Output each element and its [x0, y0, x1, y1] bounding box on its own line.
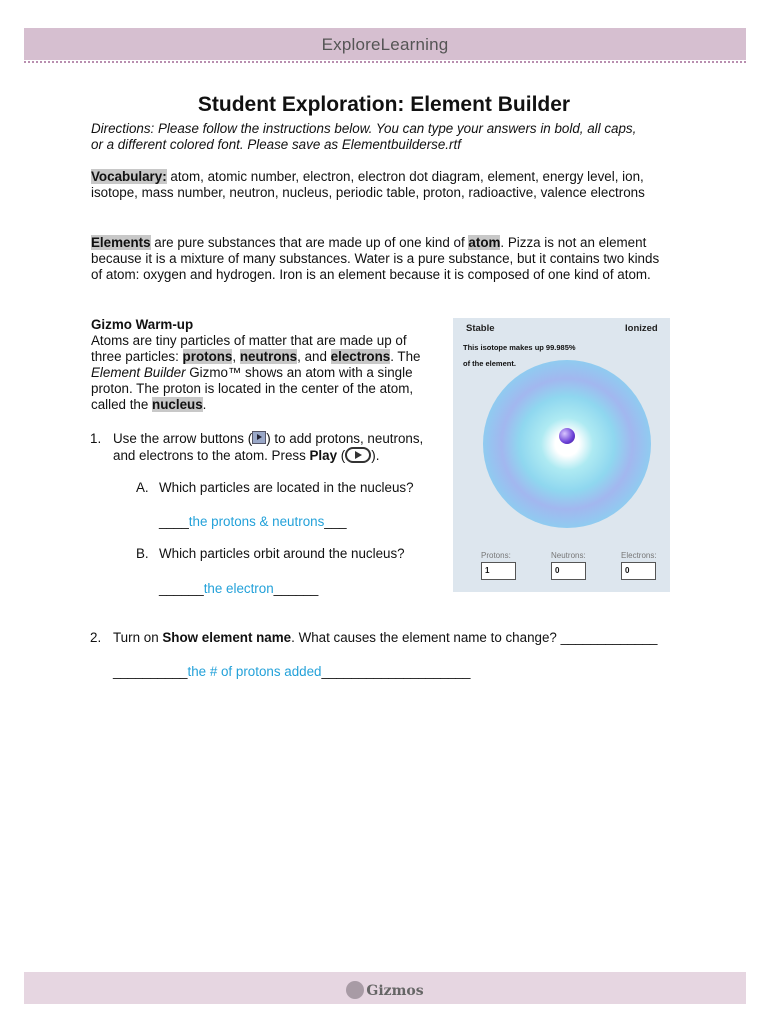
neutrons-label: Neutrons:: [551, 551, 586, 560]
elements-paragraph: [91, 235, 711, 283]
q1b-answer-text[interactable]: the electron: [203, 581, 274, 596]
term-electrons: electrons: [330, 349, 391, 364]
q1b-question: Which particles orbit around the nucleus?: [159, 546, 405, 561]
q1-line-2c: ).: [371, 448, 380, 463]
q2-answer-text[interactable]: the # of protons added: [187, 664, 322, 679]
warmup-section: [91, 317, 451, 413]
vocabulary-line-2: isotope, mass number, neutron, nucleus, periodic table, proton, radioactive, valence electrons: [91, 185, 645, 200]
warmup-line-2b: . The: [390, 349, 421, 364]
q1a-blank-post: ___: [324, 514, 347, 529]
q1-number: 1.: [90, 431, 102, 446]
vocabulary: [91, 169, 711, 201]
term-nucleus: nucleus: [152, 397, 203, 412]
q2-blank-pre: __________: [113, 664, 188, 679]
q1a-question: Which particles are located in the nucleus?: [159, 480, 414, 495]
q2-number: 2.: [90, 630, 102, 645]
footer-brand: [24, 981, 746, 999]
q1a-answer-text[interactable]: the protons & neutrons: [188, 514, 325, 529]
q1a-answer[interactable]: [159, 514, 347, 530]
footer-band: [24, 972, 746, 1004]
vocabulary-label: Vocabulary:: [91, 169, 167, 184]
gizmo-name: Element Builder: [91, 365, 186, 380]
elements-text-2: . Pizza is not an element: [500, 235, 647, 250]
warmup-line-5a: called the: [91, 397, 153, 412]
q1-line-2a: and electrons to the atom. Press: [113, 448, 310, 463]
brand-logo: ExploreLearning: [321, 35, 449, 54]
warmup-line-1: Atoms are tiny particles of matter that are made up of: [91, 333, 407, 348]
protons-field: 1: [481, 562, 516, 580]
q1b-blank-post: ______: [273, 581, 319, 596]
q1-line-1b: ) to add protons, neutrons,: [266, 431, 424, 446]
warmup-line-3b: Gizmo™ shows an atom with a single: [185, 365, 413, 380]
elements-text-1: are pure substances that are made up of one kind of: [150, 235, 469, 250]
play-button-icon: [345, 447, 371, 463]
q1b-blank-pre: ______: [159, 581, 204, 596]
header-band: [24, 28, 746, 60]
warmup-line-5b: .: [202, 397, 207, 412]
elements-line-3: of atom: oxygen and hydrogen. Iron is an element because it is composed of one kind of atom.: [91, 267, 651, 282]
q1b-answer[interactable]: [159, 581, 318, 597]
page-title: Student Exploration: Element Builder: [197, 93, 571, 116]
stable-label: Stable: [466, 323, 495, 334]
elements-line-2: because it is a mixture of many substances. Water is a pure substance, but it contains two kinds: [91, 251, 660, 266]
term-atom: atom: [468, 235, 501, 250]
isotope-line-1: This isotope makes up 99.985%: [463, 343, 576, 352]
protons-label: Protons:: [481, 551, 511, 560]
q1-line-1a: Use the arrow buttons (: [113, 431, 253, 446]
electrons-field: 0: [621, 562, 656, 580]
isotope-line-2: of the element.: [463, 359, 516, 368]
electron-cloud: [483, 360, 651, 528]
q1a-label: A.: [136, 480, 149, 495]
q2-line-1a: Turn on: [113, 630, 163, 645]
q1a-blank-pre: ____: [159, 514, 189, 529]
warmup-line-4: proton. The proton is located in the center of the atom,: [91, 381, 414, 396]
directions-line-1: Directions: Please follow the instructions below. You can type your answers in bold, all caps,: [91, 121, 637, 136]
electrons-label: Electrons:: [621, 551, 657, 560]
directions: [91, 121, 711, 153]
header-divider: [24, 61, 746, 63]
warmup-comma: ,: [232, 349, 240, 364]
gizmos-logo-icon: [346, 981, 364, 999]
term-elements: Elements: [91, 235, 151, 250]
play-label: Play: [309, 448, 338, 463]
warmup-line-2a: three particles:: [91, 349, 183, 364]
q2-blank-post: ____________________: [321, 664, 471, 679]
warmup-and: , and: [297, 349, 331, 364]
vocabulary-line-1: atom, atomic number, electron, electron dot diagram, element, energy level, ion,: [166, 169, 644, 184]
arrow-button-icon: [252, 431, 266, 444]
show-element-name-label: Show element name: [162, 630, 292, 645]
q2-line-1b: . What causes the element name to change? _____________: [291, 630, 658, 645]
q2-text: [113, 630, 693, 646]
q1-line-2b: (: [337, 448, 346, 463]
nucleus-icon: [559, 428, 575, 444]
warmup-heading: Gizmo Warm-up: [91, 317, 194, 332]
gizmo-screenshot: [453, 318, 670, 592]
q1b-label: B.: [136, 546, 149, 561]
term-neutrons: neutrons: [239, 349, 298, 364]
term-protons: protons: [182, 349, 233, 364]
q1-text: [113, 431, 453, 464]
ionized-label: Ionized: [625, 323, 658, 334]
neutrons-field: 0: [551, 562, 586, 580]
directions-line-2: or a different colored font. Please save as Elementbuilderse.rtf: [91, 137, 461, 152]
footer-brand-text: Gizmos: [366, 983, 424, 999]
q2-answer[interactable]: [113, 664, 470, 680]
